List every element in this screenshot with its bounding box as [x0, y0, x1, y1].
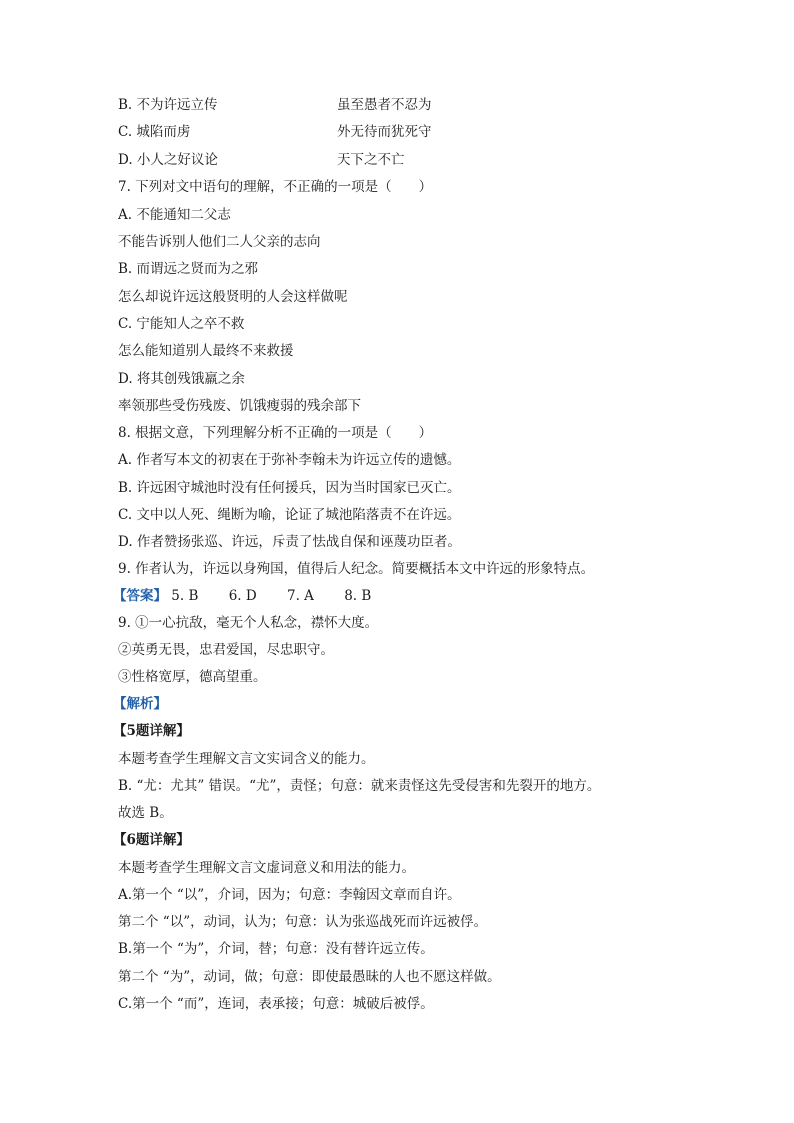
- answer-item-6: 6. D: [228, 588, 257, 604]
- q8-option-a: A. 作者写本文的初衷在于弥补李翰未为许远立传的遗憾。: [118, 452, 461, 468]
- q7-option-c: C. 宁能知人之卒不救: [118, 316, 245, 332]
- option-b-left: B. 不为许远立传: [118, 97, 218, 113]
- answer-item-8: 8. B: [344, 588, 372, 604]
- q8-option-b: B. 许远困守城池时没有任何援兵，因为当时国家已灭亡。: [118, 480, 461, 496]
- q7-explain-c: 怎么能知道别人最终不来救援: [118, 343, 294, 359]
- q6-line-5: 第二个 “为”，动词，做；句意：即使最愚昧的人也不愿这样做。: [118, 969, 501, 985]
- answer-item-5: 5. B: [171, 588, 199, 604]
- answer-item-7: 7. A: [286, 588, 314, 604]
- q7-explain-a: 不能告诉别人他们二人父亲的志向: [118, 234, 321, 250]
- q6-line-4: B.第一个 “为”，介词，替；句意：没有替许远立传。: [118, 941, 434, 957]
- q6-heading: 【6题详解】: [113, 832, 190, 848]
- q7-explain-b: 怎么却说许远这般贤明的人会这样做呢: [118, 289, 348, 305]
- q5-line-3: 故选 B。: [118, 805, 173, 821]
- answer-q9-line-3: ③性格宽厚，德高望重。: [118, 669, 267, 685]
- q6-line-3: 第二个 “以”，动词，认为；句意：认为张巡战死而许远被俘。: [118, 914, 488, 930]
- q6-line-2: A.第一个 “以”，介词，因为；句意：李翰因文章而自许。: [118, 887, 461, 903]
- answer-q9-line-1: 9. ①一心抗敌，毫无个人私念，襟怀大度。: [118, 615, 379, 631]
- q8-option-c: C. 文中以人死、绳断为喻，论证了城池陷落责不在许远。: [118, 507, 461, 523]
- q8-stem: 8. 根据文意，下列理解分析不正确的一项是（ ）: [118, 425, 433, 441]
- q7-option-b: B. 而谓远之贤而为之邪: [118, 261, 259, 277]
- q7-option-a: A. 不能通知二父志: [118, 207, 231, 223]
- option-b-right: 虽至愚者不忍为: [337, 97, 432, 113]
- option-c-left: C. 城陷而虏: [118, 124, 191, 140]
- option-c-right: 外无待而犹死守: [337, 124, 432, 140]
- q8-option-d: D. 作者赞扬张巡、许远，斥责了怯战自保和诬蔑功臣者。: [118, 534, 461, 550]
- option-d-left: D. 小人之好议论: [118, 152, 218, 168]
- answer-tag: 【答案】: [113, 588, 167, 604]
- answer-q9-line-2: ②英勇无畏，忠君爱国，尽忠职守。: [118, 642, 334, 658]
- q5-heading: 【5题详解】: [113, 723, 190, 739]
- q7-option-d: D. 将其创残饿羸之余: [118, 371, 245, 387]
- answer-row: [113, 587, 397, 605]
- q5-line-1: 本题考查学生理解文言文实词含义的能力。: [118, 751, 375, 767]
- q6-line-1: 本题考查学生理解文言文虚词意义和用法的能力。: [118, 860, 415, 876]
- option-d-right: 天下之不亡: [337, 152, 405, 168]
- q7-stem: 7. 下列对文中语句的理解，不正确的一项是（ ）: [118, 179, 433, 195]
- q6-line-6: C.第一个 “而”，连词，表承接；句意：城破后被俘。: [118, 996, 434, 1012]
- q7-explain-d: 率领那些受伤残废、饥饿瘦弱的残余部下: [118, 398, 361, 414]
- q9-stem: 9. 作者认为，许远以身殉国，值得后人纪念。简要概括本文中许远的形象特点。: [118, 561, 595, 577]
- q5-line-2: B. “尤：尤其” 错误。“尤”，责怪；句意：就来责怪这先受侵害和先裂开的地方。: [118, 778, 601, 794]
- analysis-tag: 【解析】: [113, 696, 167, 712]
